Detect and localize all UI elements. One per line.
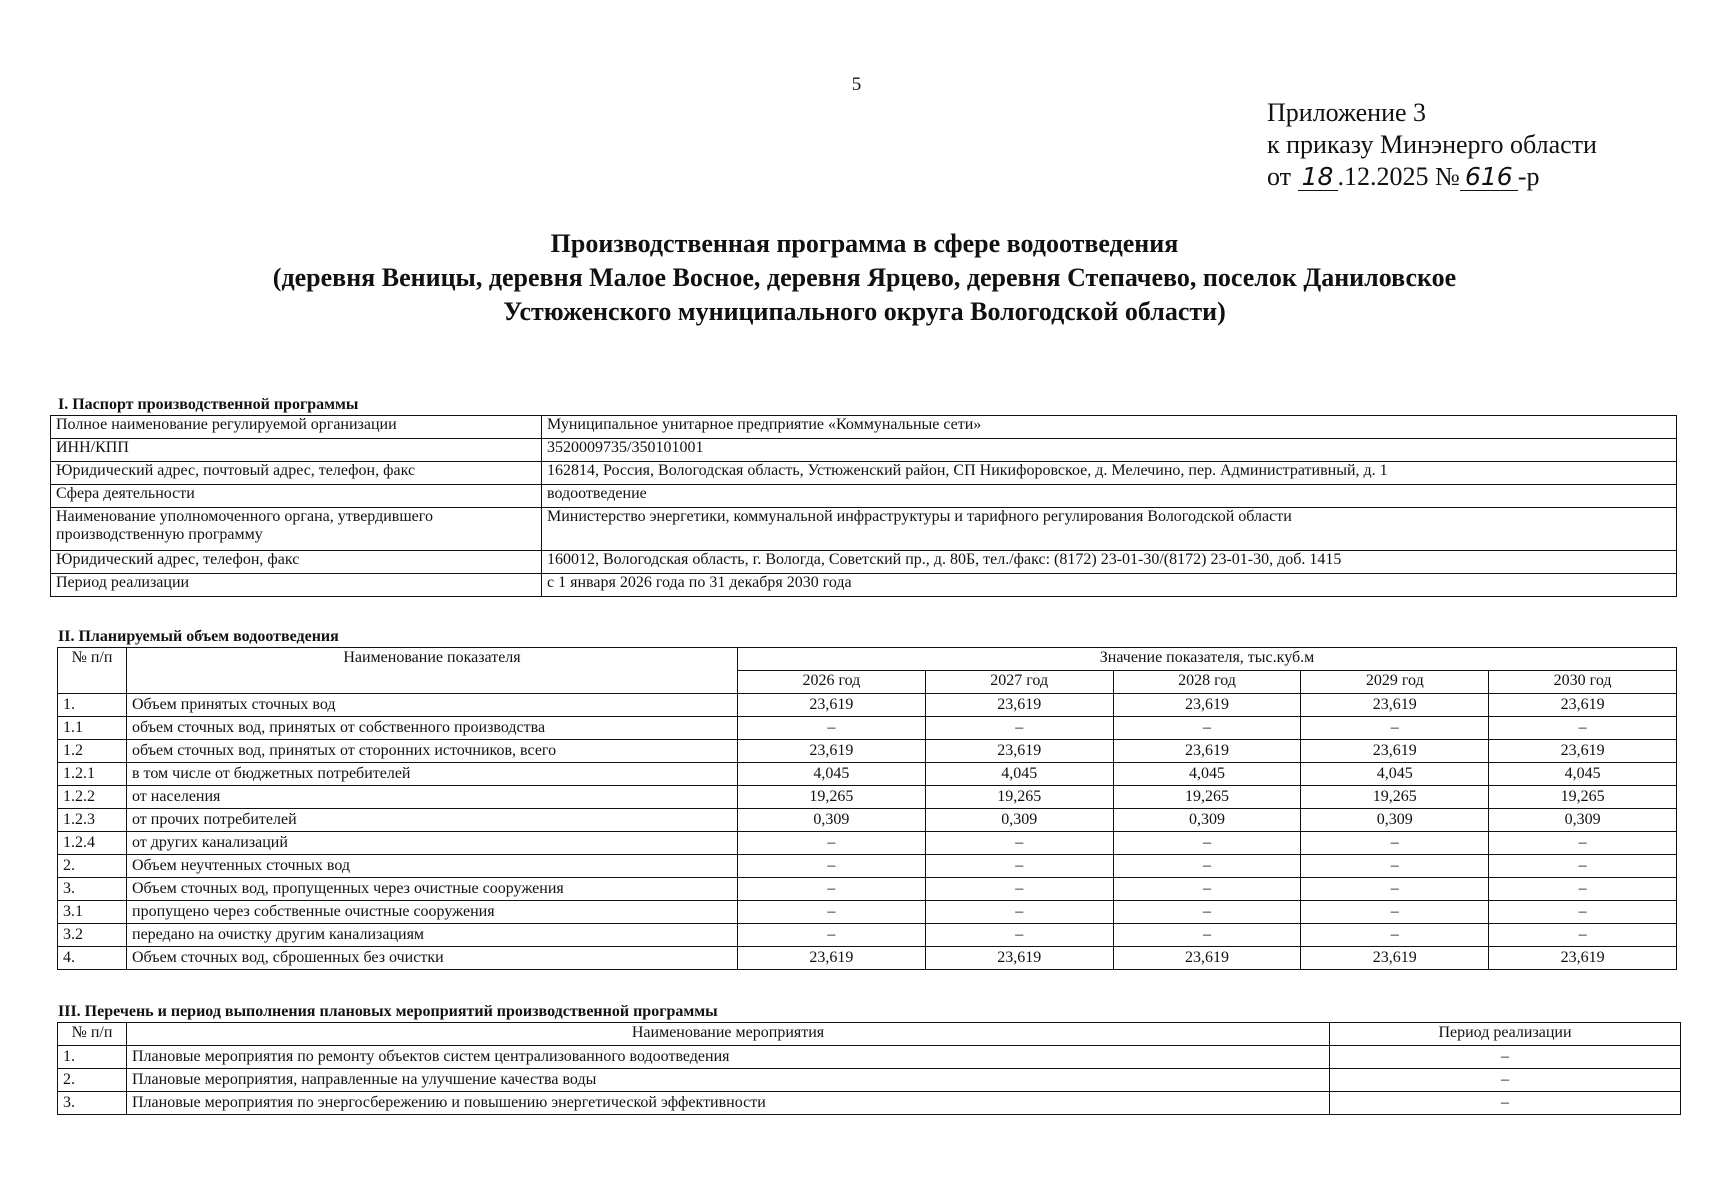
passport-key: Период реализации bbox=[51, 574, 542, 597]
passport-heading: I. Паспорт производственной программы bbox=[58, 396, 359, 413]
indicator-value: 4,045 bbox=[925, 763, 1113, 786]
indicator-value: – bbox=[1301, 832, 1489, 855]
row-number: 3. bbox=[58, 878, 127, 901]
indicator-value: – bbox=[925, 717, 1113, 740]
measures-heading: III. Перечень и период выполнения плановых мероприятий производственной программы bbox=[58, 1003, 718, 1020]
measure-period: – bbox=[1330, 1046, 1681, 1069]
indicator-value: – bbox=[1489, 901, 1677, 924]
order-suffix: -р bbox=[1517, 162, 1540, 191]
indicator-value: 19,265 bbox=[1113, 786, 1301, 809]
indicator-value: 19,265 bbox=[738, 786, 926, 809]
row-number: 1.2.1 bbox=[58, 763, 127, 786]
indicator-name: Объем принятых сточных вод bbox=[127, 694, 738, 717]
indicator-value: 4,045 bbox=[1301, 763, 1489, 786]
date-rest: .12.2025 № bbox=[1337, 162, 1460, 191]
passport-key: Юридический адрес, телефон, факс bbox=[51, 551, 542, 574]
table-row bbox=[58, 694, 1677, 717]
year-header: 2029 год bbox=[1301, 671, 1489, 694]
measure-period: – bbox=[1330, 1069, 1681, 1092]
indicator-value: 23,619 bbox=[1113, 947, 1301, 970]
measure-period: – bbox=[1330, 1092, 1681, 1115]
title-line-2: (деревня Веницы, деревня Малое Восное, деревня Ярцево, деревня Степачево, поселок Даниловское bbox=[272, 263, 1457, 292]
table-row bbox=[58, 901, 1677, 924]
indicator-value: 23,619 bbox=[1489, 947, 1677, 970]
indicator-value: 23,619 bbox=[925, 694, 1113, 717]
indicator-value: – bbox=[1489, 878, 1677, 901]
date-prefix: от bbox=[1267, 162, 1292, 191]
table-row bbox=[51, 416, 1677, 439]
indicator-value: 23,619 bbox=[1489, 694, 1677, 717]
indicator-value: – bbox=[738, 855, 926, 878]
indicator-name: объем сточных вод, принятых от собственного производства bbox=[127, 717, 738, 740]
indicator-value: 23,619 bbox=[738, 694, 926, 717]
passport-value: водоотведение bbox=[542, 485, 1677, 508]
indicator-value: 23,619 bbox=[1113, 694, 1301, 717]
table-row bbox=[51, 551, 1677, 574]
indicator-value: – bbox=[1113, 832, 1301, 855]
indicator-value: 0,309 bbox=[925, 809, 1113, 832]
measure-name: Плановые мероприятия по энергосбережению и повышению энергетической эффективности bbox=[127, 1092, 1330, 1115]
indicator-name: объем сточных вод, принятых от сторонних источников, всего bbox=[127, 740, 738, 763]
indicator-value: 23,619 bbox=[1301, 947, 1489, 970]
indicator-value: – bbox=[1113, 901, 1301, 924]
indicator-value: – bbox=[925, 855, 1113, 878]
table-row bbox=[58, 878, 1677, 901]
indicator-value: 4,045 bbox=[738, 763, 926, 786]
indicator-value: 0,309 bbox=[1301, 809, 1489, 832]
indicator-value: 23,619 bbox=[1113, 740, 1301, 763]
appendix-header bbox=[1267, 97, 1597, 193]
table-row bbox=[58, 1092, 1681, 1115]
handwritten-day: 18 bbox=[1298, 164, 1338, 191]
row-number: 1.2.4 bbox=[58, 832, 127, 855]
handwritten-order-number: 616 bbox=[1460, 164, 1518, 191]
measures-table bbox=[57, 1022, 1681, 1115]
indicator-value: 23,619 bbox=[738, 740, 926, 763]
row-number: 1. bbox=[58, 1046, 127, 1069]
indicator-value: 23,619 bbox=[738, 947, 926, 970]
indicator-value: 23,619 bbox=[1301, 694, 1489, 717]
indicator-value: – bbox=[738, 901, 926, 924]
indicator-name: от других канализаций bbox=[127, 832, 738, 855]
volume-heading: II. Планируемый объем водоотведения bbox=[58, 628, 339, 645]
indicator-value: 19,265 bbox=[925, 786, 1113, 809]
indicator-value: – bbox=[925, 901, 1113, 924]
indicator-value: – bbox=[1113, 717, 1301, 740]
indicator-value: – bbox=[738, 832, 926, 855]
year-header: 2026 год bbox=[738, 671, 926, 694]
table-row bbox=[58, 740, 1677, 763]
page-number: 5 bbox=[851, 74, 862, 95]
table-row bbox=[58, 924, 1677, 947]
col-num-header: № п/п bbox=[58, 648, 127, 694]
table-row bbox=[58, 763, 1677, 786]
document-title bbox=[0, 227, 1729, 329]
indicator-value: – bbox=[1489, 924, 1677, 947]
indicator-value: – bbox=[1301, 855, 1489, 878]
passport-key: Полное наименование регулируемой организации bbox=[51, 416, 542, 439]
table-row bbox=[58, 947, 1677, 970]
indicator-value: 4,045 bbox=[1489, 763, 1677, 786]
indicator-name: в том числе от бюджетных потребителей bbox=[127, 763, 738, 786]
row-number: 4. bbox=[58, 947, 127, 970]
row-number: 1.1 bbox=[58, 717, 127, 740]
indicator-value: – bbox=[1301, 924, 1489, 947]
indicator-value: 23,619 bbox=[925, 947, 1113, 970]
indicator-value: 23,619 bbox=[1301, 740, 1489, 763]
indicator-name: Объем сточных вод, сброшенных без очистки bbox=[127, 947, 738, 970]
row-number: 2. bbox=[58, 1069, 127, 1092]
measure-name: Плановые мероприятия, направленные на улучшение качества воды bbox=[127, 1069, 1330, 1092]
year-header: 2027 год bbox=[925, 671, 1113, 694]
indicator-name: пропущено через собственные очистные сооружения bbox=[127, 901, 738, 924]
indicator-value: 19,265 bbox=[1489, 786, 1677, 809]
passport-value: Министерство энергетики, коммунальной инфраструктуры и тарифного регулирования Вологодской области bbox=[542, 508, 1677, 551]
row-number: 1.2 bbox=[58, 740, 127, 763]
indicator-value: 0,309 bbox=[1489, 809, 1677, 832]
indicator-name: от населения bbox=[127, 786, 738, 809]
indicator-name: от прочих потребителей bbox=[127, 809, 738, 832]
col-name-header: Наименование показателя bbox=[127, 648, 738, 694]
indicator-value: 0,309 bbox=[738, 809, 926, 832]
passport-key: Наименование уполномоченного органа, утвердившего производственную программу bbox=[51, 508, 542, 551]
indicator-name: Объем сточных вод, пропущенных через очистные сооружения bbox=[127, 878, 738, 901]
indicator-value: – bbox=[1489, 717, 1677, 740]
volume-table bbox=[57, 647, 1677, 970]
indicator-value: – bbox=[738, 717, 926, 740]
table-row bbox=[58, 717, 1677, 740]
row-number: 3. bbox=[58, 1092, 127, 1115]
appendix-order-ref: к приказу Минэнерго области bbox=[1267, 130, 1597, 159]
row-number: 1.2.3 bbox=[58, 809, 127, 832]
passport-value: 160012, Вологодская область, г. Вологда, Советский пр., д. 80Б, тел./факс: (8172) 23-01-30/(8172) 23-01-30, доб. 1415 bbox=[542, 551, 1677, 574]
year-header: 2030 год bbox=[1489, 671, 1677, 694]
indicator-value: – bbox=[1113, 878, 1301, 901]
indicator-value: – bbox=[925, 832, 1113, 855]
indicator-name: Объем неучтенных сточных вод bbox=[127, 855, 738, 878]
passport-table bbox=[50, 415, 1677, 597]
indicator-name: передано на очистку другим канализациям bbox=[127, 924, 738, 947]
indicator-value: – bbox=[738, 924, 926, 947]
appendix-date-line bbox=[1267, 161, 1597, 193]
table-row bbox=[58, 1046, 1681, 1069]
table-row bbox=[51, 574, 1677, 597]
indicator-value: – bbox=[1113, 924, 1301, 947]
row-number: 1.2.2 bbox=[58, 786, 127, 809]
table-row bbox=[58, 855, 1677, 878]
passport-value: Муниципальное унитарное предприятие «Коммунальные сети» bbox=[542, 416, 1677, 439]
col-period-header: Период реализации bbox=[1330, 1023, 1681, 1046]
measure-name: Плановые мероприятия по ремонту объектов систем централизованного водоотведения bbox=[127, 1046, 1330, 1069]
title-line-3: Устюженского муниципального округа Вологодской области) bbox=[503, 297, 1226, 326]
row-number: 3.1 bbox=[58, 901, 127, 924]
col-values-group-header: Значение показателя, тыс.куб.м bbox=[738, 648, 1677, 671]
indicator-value: – bbox=[1113, 855, 1301, 878]
indicator-value: – bbox=[1489, 832, 1677, 855]
passport-value: 3520009735/350101001 bbox=[542, 439, 1677, 462]
indicator-value: 23,619 bbox=[925, 740, 1113, 763]
passport-value: 162814, Россия, Вологодская область, Устюженский район, СП Никифоровское, д. Мелечино, пер. Административный, д. 1 bbox=[542, 462, 1677, 485]
passport-key: ИНН/КПП bbox=[51, 439, 542, 462]
indicator-value: 19,265 bbox=[1301, 786, 1489, 809]
col-measure-header: Наименование мероприятия bbox=[127, 1023, 1330, 1046]
table-row bbox=[51, 485, 1677, 508]
col-num-header: № п/п bbox=[58, 1023, 127, 1046]
row-number: 3.2 bbox=[58, 924, 127, 947]
table-row bbox=[51, 439, 1677, 462]
table-row bbox=[58, 809, 1677, 832]
indicator-value: 0,309 bbox=[1113, 809, 1301, 832]
indicator-value: – bbox=[1301, 717, 1489, 740]
passport-key: Сфера деятельности bbox=[51, 485, 542, 508]
indicator-value: – bbox=[1489, 855, 1677, 878]
row-number: 2. bbox=[58, 855, 127, 878]
passport-value: с 1 января 2026 года по 31 декабря 2030 года bbox=[542, 574, 1677, 597]
indicator-value: – bbox=[1301, 901, 1489, 924]
year-header: 2028 год bbox=[1113, 671, 1301, 694]
table-row bbox=[51, 462, 1677, 485]
row-number: 1. bbox=[58, 694, 127, 717]
indicator-value: 23,619 bbox=[1489, 740, 1677, 763]
passport-key: Юридический адрес, почтовый адрес, телефон, факс bbox=[51, 462, 542, 485]
indicator-value: – bbox=[738, 878, 926, 901]
table-row bbox=[51, 508, 1677, 551]
table-row bbox=[58, 832, 1677, 855]
indicator-value: 4,045 bbox=[1113, 763, 1301, 786]
indicator-value: – bbox=[925, 878, 1113, 901]
table-row bbox=[58, 786, 1677, 809]
indicator-value: – bbox=[1301, 878, 1489, 901]
title-line-1: Производственная программа в сфере водоотведения bbox=[550, 229, 1179, 258]
appendix-title: Приложение 3 bbox=[1267, 98, 1427, 127]
table-row bbox=[58, 1069, 1681, 1092]
indicator-value: – bbox=[925, 924, 1113, 947]
